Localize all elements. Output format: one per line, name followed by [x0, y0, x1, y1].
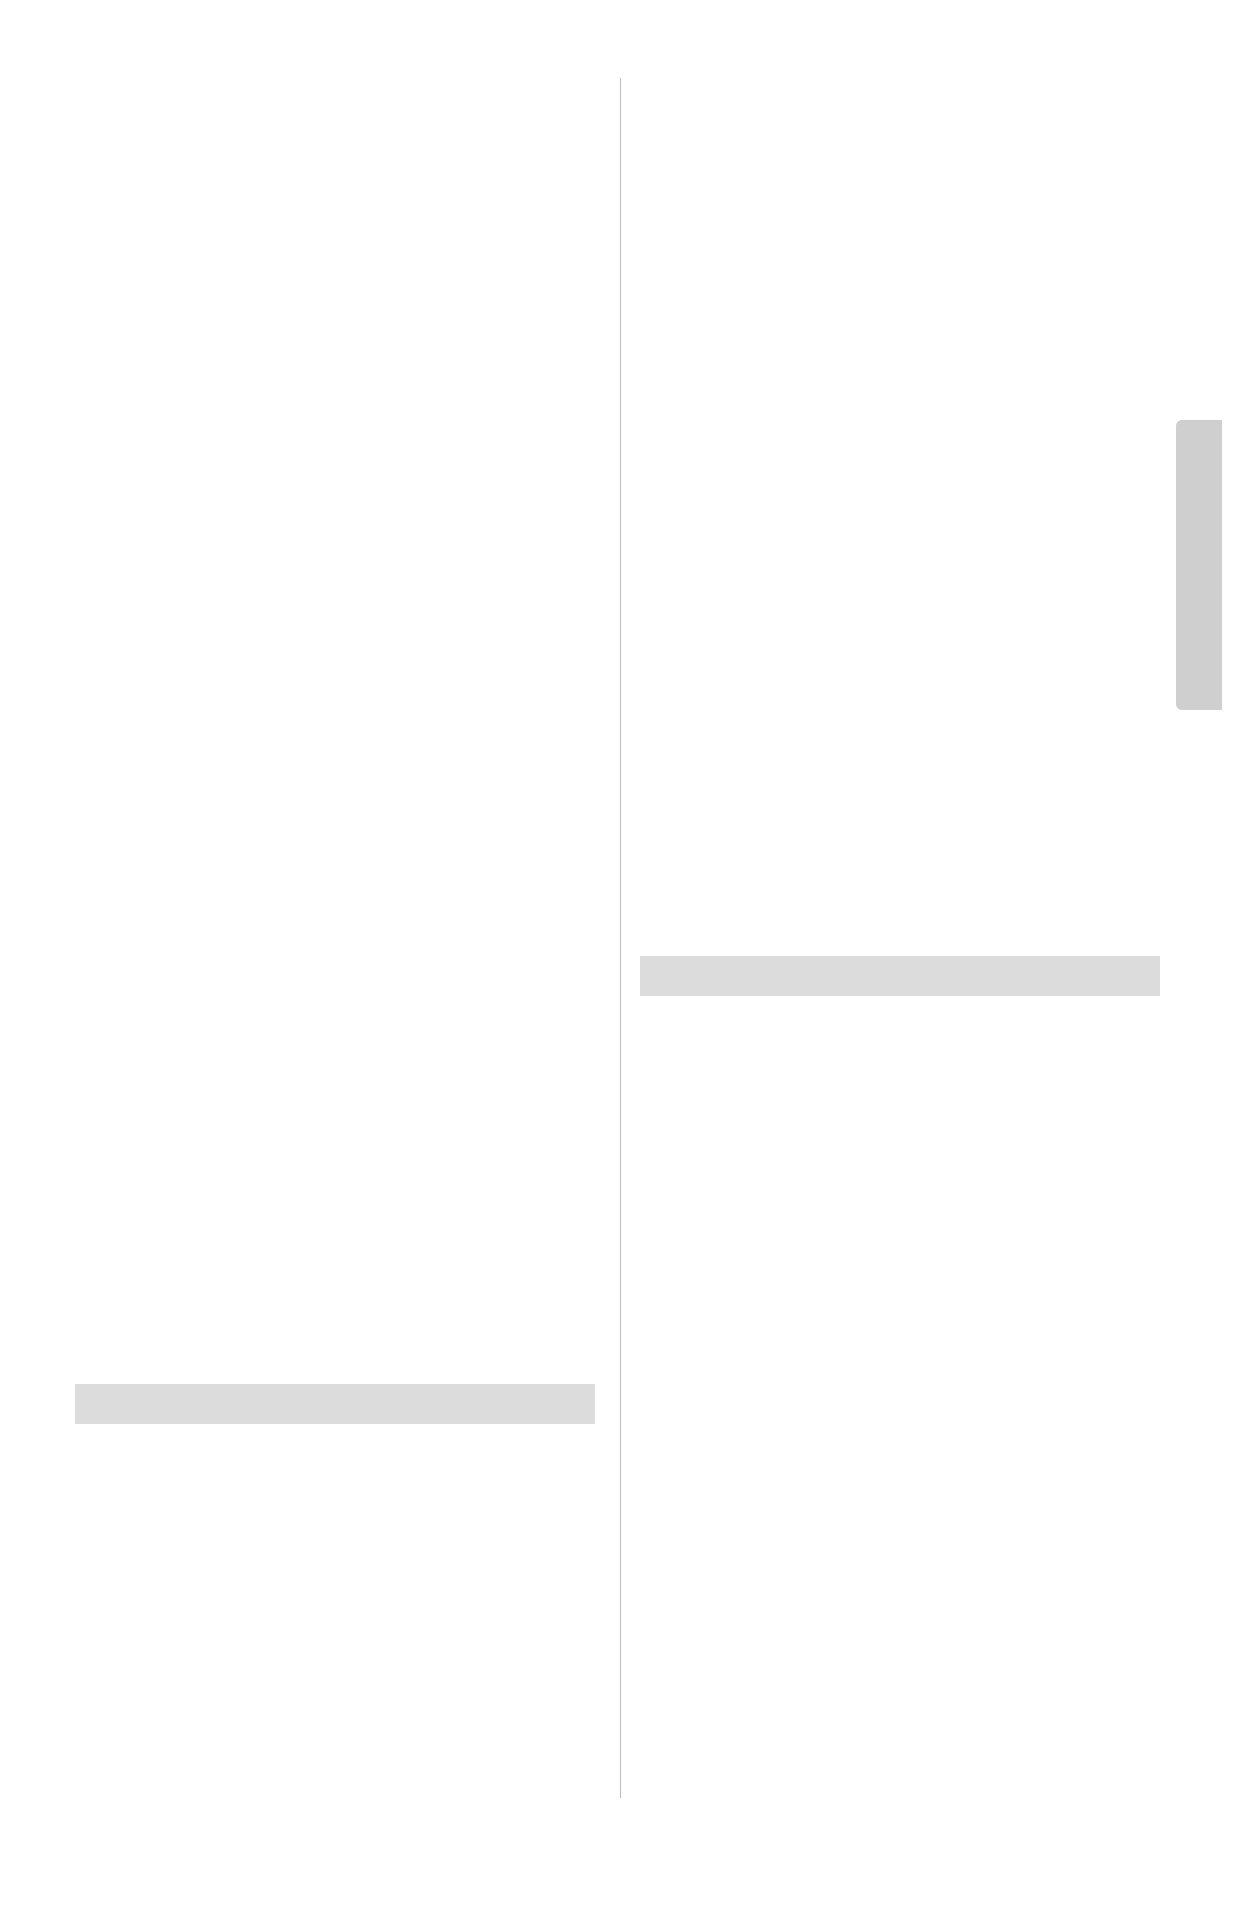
answer-line — [640, 558, 1160, 588]
right-section-subhead — [640, 1006, 1160, 1036]
answer-line — [640, 648, 1160, 678]
answer-line — [640, 1100, 1160, 1130]
answer-line — [640, 1370, 1160, 1400]
side-tab — [1176, 420, 1222, 710]
left-section-answers — [75, 1468, 595, 1798]
answer-line — [640, 138, 1160, 168]
answer-line — [640, 1250, 1160, 1280]
answer-line — [75, 716, 595, 746]
answer-line — [75, 656, 595, 686]
answer-line — [75, 198, 595, 228]
answer-line — [75, 1678, 595, 1708]
answer-line — [640, 378, 1160, 408]
answer-line — [75, 1528, 595, 1558]
answer-line — [75, 836, 595, 866]
answer-line — [75, 498, 595, 528]
right-training-heading — [640, 1404, 1160, 1434]
answer-line — [640, 1130, 1160, 1160]
answer-line — [640, 798, 1160, 828]
answer-line — [75, 956, 595, 986]
answer-line — [75, 258, 595, 288]
answer-line — [75, 1588, 595, 1618]
answer-line — [75, 1498, 595, 1528]
answer-line — [75, 528, 595, 558]
answer-line — [75, 378, 595, 408]
answer-line — [75, 1648, 595, 1678]
answer-line — [640, 498, 1160, 528]
answer-line — [640, 1438, 1160, 1468]
answer-line — [75, 1166, 595, 1196]
answer-line — [75, 1708, 595, 1738]
answer-line — [75, 896, 595, 926]
answer-line — [640, 1618, 1160, 1648]
answer-line — [75, 1106, 595, 1136]
answer-line — [75, 108, 595, 138]
answer-line — [640, 1768, 1160, 1798]
answer-line — [75, 626, 595, 656]
answer-line — [75, 806, 595, 836]
answer-line — [640, 588, 1160, 618]
answer-line — [75, 1558, 595, 1588]
left-column — [75, 78, 595, 1798]
answer-line — [640, 318, 1160, 348]
answer-line — [640, 1220, 1160, 1250]
answer-line — [640, 1340, 1160, 1370]
answer-line — [75, 318, 595, 348]
answer-line — [640, 198, 1160, 228]
answer-line — [640, 678, 1160, 708]
answer-line — [640, 828, 1160, 858]
answer-line — [640, 468, 1160, 498]
answer-line — [75, 1046, 595, 1076]
answer-line — [75, 1226, 595, 1256]
answer-line — [75, 746, 595, 776]
answer-line — [640, 348, 1160, 378]
answer-line — [640, 708, 1160, 738]
answer-line — [75, 1256, 595, 1286]
column-divider — [620, 78, 621, 1798]
answer-line — [75, 686, 595, 716]
answer-line — [75, 408, 595, 438]
answer-line — [640, 1648, 1160, 1678]
answer-line — [640, 228, 1160, 258]
right-section-answers — [640, 1040, 1160, 1400]
answer-line — [75, 468, 595, 498]
answer-line — [640, 1070, 1160, 1100]
answer-line — [640, 1708, 1160, 1738]
answer-line — [640, 1498, 1160, 1528]
answer-line — [75, 1136, 595, 1166]
answer-line — [640, 768, 1160, 798]
answer-line — [640, 858, 1160, 888]
answer-line — [75, 1196, 595, 1226]
answer-line — [640, 288, 1160, 318]
right-section-band — [640, 956, 1160, 996]
answer-line — [640, 1678, 1160, 1708]
answer-line — [75, 1738, 595, 1768]
answer-line — [640, 738, 1160, 768]
answer-line — [75, 78, 595, 108]
answer-line — [640, 1528, 1160, 1558]
answer-line — [75, 168, 595, 198]
answer-line — [75, 1768, 595, 1798]
answer-line — [640, 168, 1160, 198]
answer-line — [640, 438, 1160, 468]
answer-line — [640, 1738, 1160, 1768]
answer-line — [640, 78, 1160, 108]
answer-line — [640, 1468, 1160, 1498]
answer-line — [75, 1316, 595, 1346]
left-training-answers — [75, 626, 595, 1376]
answer-line — [75, 1346, 595, 1376]
answer-line — [640, 618, 1160, 648]
answer-line — [640, 918, 1160, 948]
answer-line — [75, 1286, 595, 1316]
answer-line — [75, 288, 595, 318]
answer-line — [640, 1588, 1160, 1618]
answer-line — [75, 228, 595, 258]
left-section-band — [75, 1384, 595, 1424]
answer-line — [75, 1016, 595, 1046]
answer-line — [75, 138, 595, 168]
answer-line — [75, 1076, 595, 1106]
answer-line — [75, 348, 595, 378]
left-top-answers — [75, 78, 595, 588]
answer-line — [75, 558, 595, 588]
answer-line — [75, 986, 595, 1016]
answer-line — [75, 438, 595, 468]
answer-line — [640, 888, 1160, 918]
answer-line — [640, 1160, 1160, 1190]
right-top-answers — [640, 78, 1160, 948]
answer-line — [640, 1190, 1160, 1220]
answer-line — [640, 108, 1160, 138]
answer-line — [75, 866, 595, 896]
answer-line — [640, 1040, 1160, 1070]
answer-line — [640, 1280, 1160, 1310]
left-section-subhead — [75, 1434, 595, 1464]
answer-line — [640, 1310, 1160, 1340]
answer-line — [75, 1468, 595, 1498]
right-column — [640, 78, 1160, 1798]
answer-line — [75, 1618, 595, 1648]
answer-line — [640, 408, 1160, 438]
answer-line — [640, 258, 1160, 288]
right-training-answers — [640, 1438, 1160, 1798]
answer-line — [640, 528, 1160, 558]
answer-line — [75, 776, 595, 806]
answer-line — [75, 926, 595, 956]
left-training-heading — [75, 592, 595, 622]
answer-line — [640, 1558, 1160, 1588]
